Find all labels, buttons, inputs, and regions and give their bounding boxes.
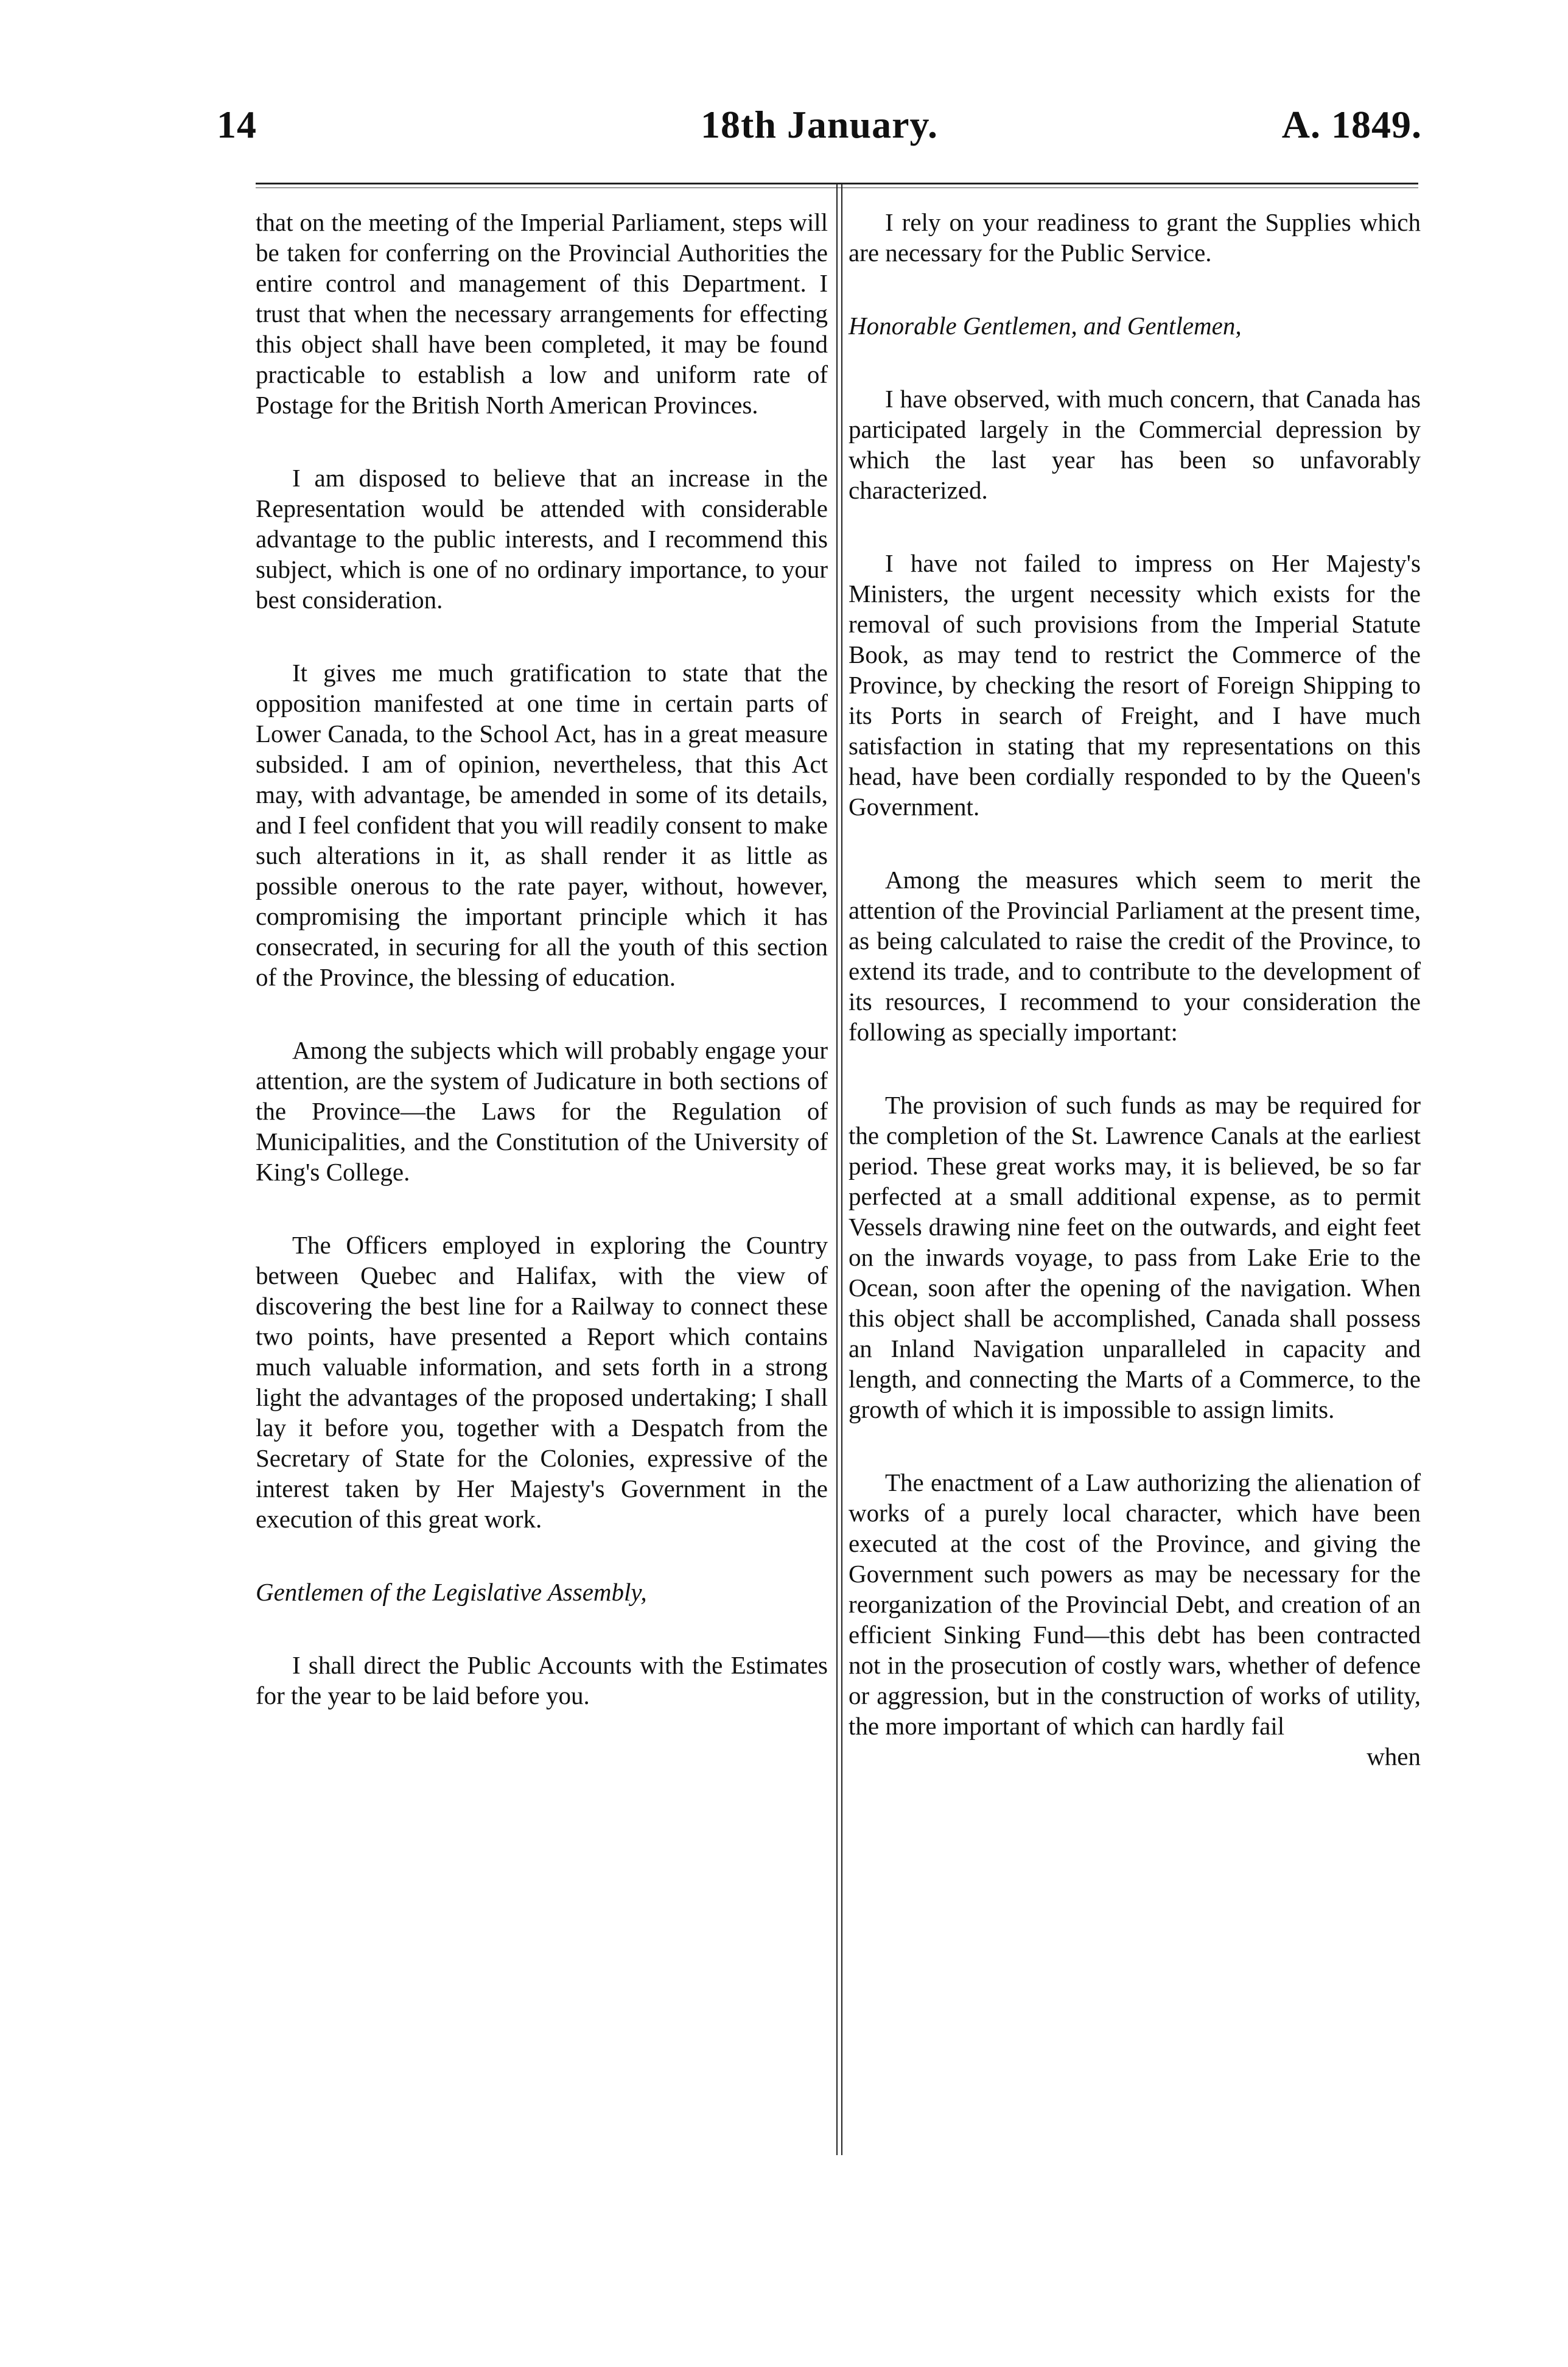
right-column xyxy=(849,207,1421,1772)
column-divider xyxy=(836,183,842,2155)
running-title-year: A. 1849. xyxy=(1281,103,1422,146)
paragraph-railway: The Officers employed in exploring the Country between Quebec and Halifax, with the view of discovering the best line for a Railway to connect these two points, have presented a Report which contains much valuable information, and sets forth in a strong light the advantages of the proposed undertaking; I shall lay it before you, together with a Despatch from the Secretary of State for the Colonies, expressive of the interest taken by Her Majesty's Government in the execution of this great work. xyxy=(256,1231,828,1533)
paragraph-measures: Among the measures which seem to merit the attention of the Provincial Parliament at the present time, as being calculated to raise the credit of the Province, to extend its trade, and to contribute to the development of its resources, I recommend to your consideration the following as specially important: xyxy=(849,866,1421,1046)
paragraph-representation: I am disposed to believe that an increase in the Representation would be attended with considerable advantage to the public interests, and I recommend this subject, which is one of no ordinary importance, to your best consideration. xyxy=(256,464,828,614)
paragraph-statute-book: I have not failed to impress on Her Majesty's Ministers, the urgent necessity which exists for the removal of such provisions from the Imperial Statute Book, as may tend to restrict the Commerce of the Province, by checking the resort of Foreign Shipping to its Ports in search of Freight, and I have much satisfaction in stating that my representations on this head, have been cordially responded to by the Queen's Government. xyxy=(849,549,1421,821)
paragraph-st-lawrence-canals: The provision of such funds as may be required for the completion of the St. Lawrence Canals at the earliest period. These great works may, it is believed, be so far perfected at a small additional expense, as to permit Vessels drawing nine feet on the outwards, and eight feet on the inwards voyage, to pass from Lake Erie to the Ocean, soon after the opening of the navigation. When this object shall be accomplished, Canada shall possess an Inland Navigation unparalleled in capacity and length, and connecting the Marts of a Commerce, to the growth of which it is impossible to assign limits. xyxy=(849,1091,1421,1423)
paragraph-judicature: Among the subjects which will probably engage your attention, are the system of Judicature in both sections of the Province—the Laws for the Regulation of Municipalities, and the Constitution of the University of King's College. xyxy=(256,1036,828,1186)
page-header xyxy=(217,91,1422,158)
paragraph-school-act: It gives me much gratification to state that the opposition manifested at one time in certain parts of Lower Canada, to the School Act, has in a great measure subsided. I am of opinion, nevertheless, that this Act may, with advantage, be amended in some of its details, and I feel confident that you will readily consent to make such alterations in it, as shall render it as little as possible onerous to the rate payer, without, however, compromising the important principle which it has consecrated, in securing for all the youth of this section of the Province, the blessing of education. xyxy=(256,659,828,991)
paragraph-provincial-debt: The enactment of a Law authorizing the alienation of works of a purely local character, which have been executed at the cost of the Province, and giving the Government such powers as may be necessary for the reorganization of the Provincial Debt, and creation of an efficient Sinking Fund—this debt has been contracted not in the prosecution of costly wars, whether of defence or aggression, but in the construction of works of utility, the more important of which can hardly fail xyxy=(849,1468,1421,1740)
left-column xyxy=(256,207,828,1711)
page-number: 14 xyxy=(217,103,257,146)
heading-legislative-assembly: Gentlemen of the Legislative Assembly, xyxy=(256,1578,647,1606)
heading-honorable-gentlemen: Honorable Gentlemen, and Gentlemen, xyxy=(849,312,1242,340)
paragraph-public-accounts: I shall direct the Public Accounts with the Estimates for the year to be laid before you. xyxy=(256,1651,828,1710)
catchword: when xyxy=(1367,1742,1421,1770)
paragraph-commercial-depression: I have observed, with much concern, that Canada has participated largely in the Commercial depression by which the last year has been so unfavorably characterized. xyxy=(849,385,1421,504)
paragraph-postage: that on the meeting of the Imperial Parliament, steps will be taken for conferring on the Provincial Authorities the entire control and management of this Department. I trust that when the necessary arrangements for effecting this object shall have been completed, it may be found practicable to establish a low and uniform rate of Postage for the British North American Provinces. xyxy=(256,208,828,419)
running-title-date: 18th January. xyxy=(701,103,938,146)
paragraph-supplies: I rely on your readiness to grant the Supplies which are necessary for the Public Service. xyxy=(849,208,1421,267)
